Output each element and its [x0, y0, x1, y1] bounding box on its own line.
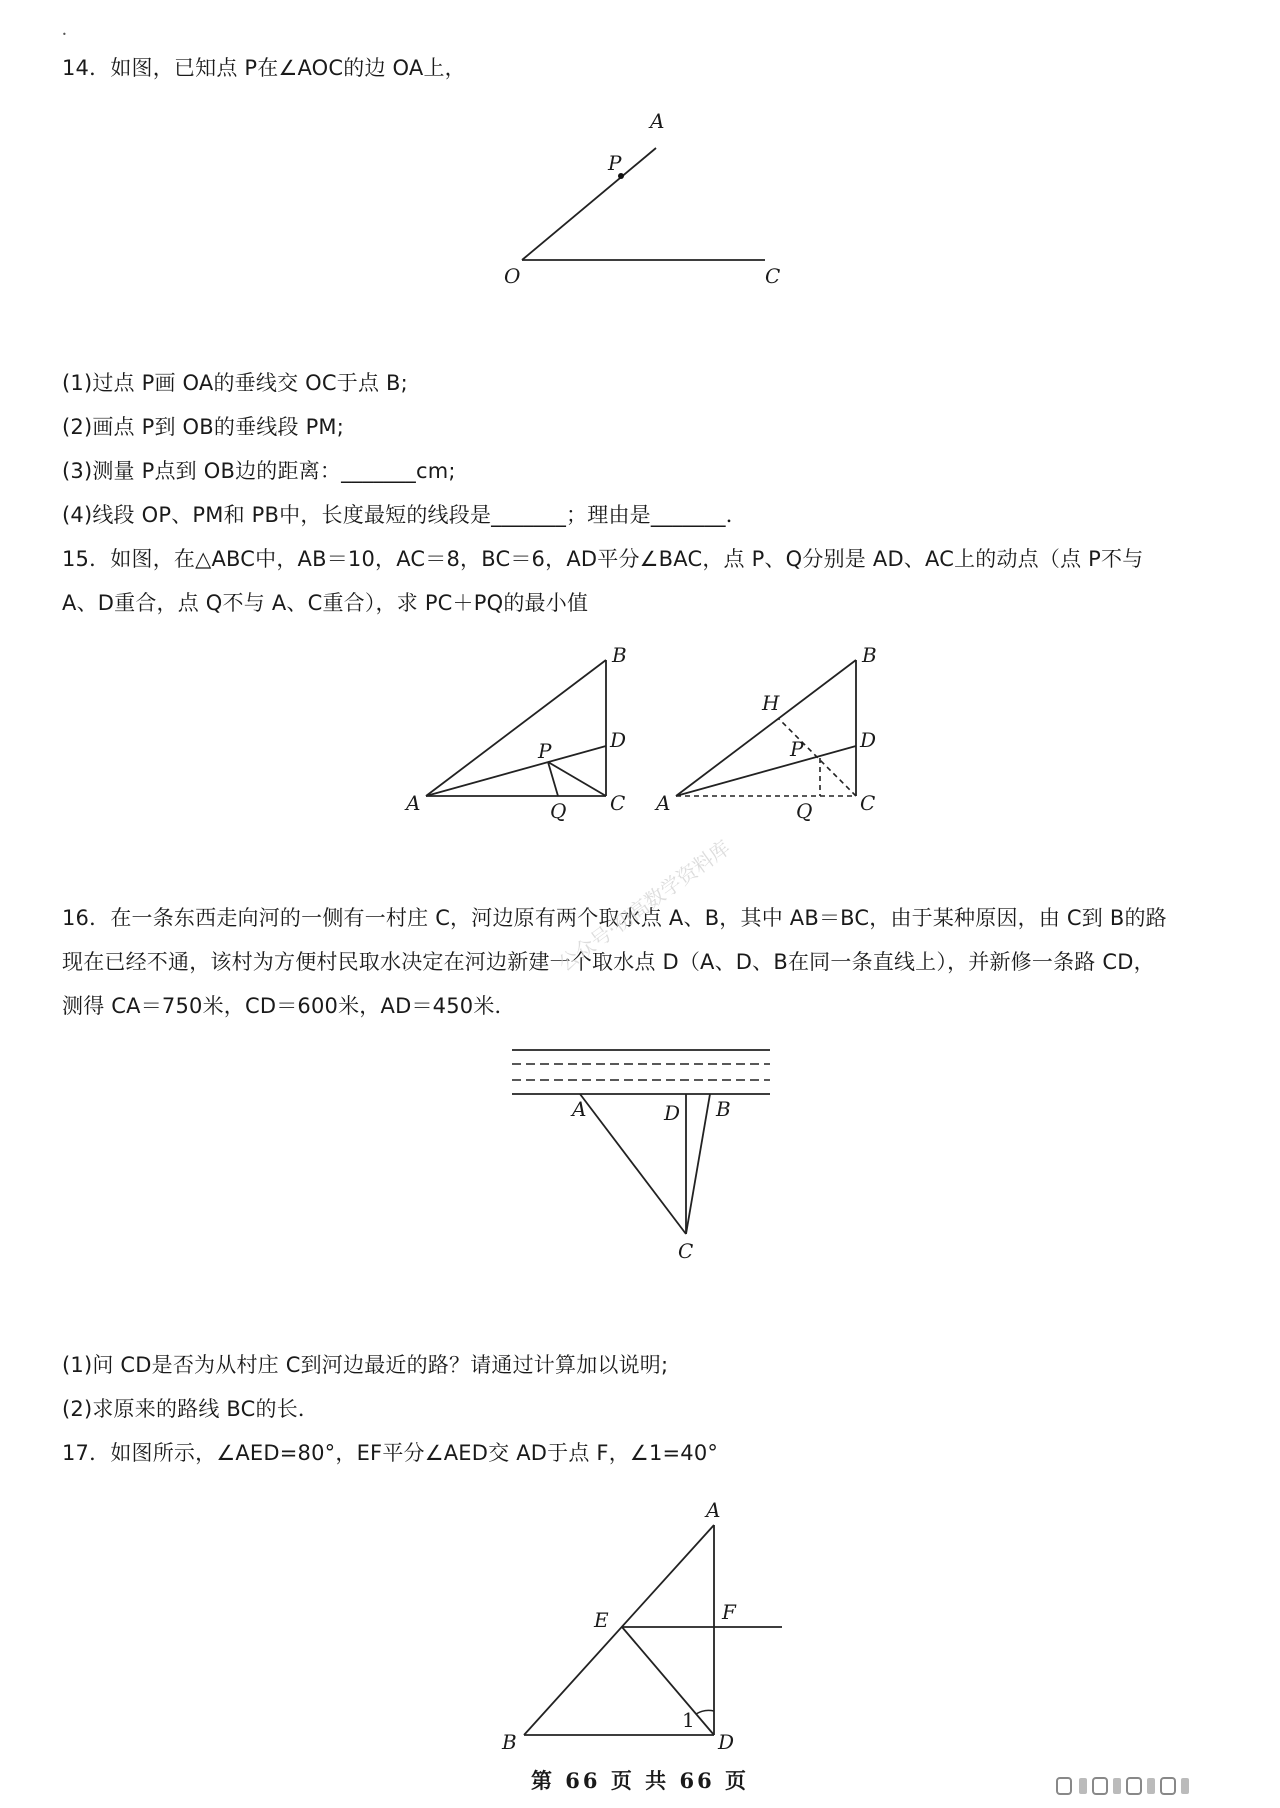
q15r-label-q: Q: [796, 799, 813, 823]
q17-figure: [490, 1495, 800, 1765]
page-footer: 第 66 页 共 66 页: [530, 1768, 749, 1793]
q17-stem: 17．如图所示，∠AED=80°，EF平分∠AED交 AD于点 F，∠1=40°: [62, 1441, 719, 1465]
q16-label-c: C: [678, 1239, 694, 1263]
q16-stem-2: 现在已经不通，该村为方便村民取水决定在河边新建一个取水点 D（A、D、B在同一条直线上），并新修一条路 CD，: [62, 950, 1155, 974]
q14-part4: (4)线段 OP、PM和 PB中，长度最短的线段是_______；理由是_______．: [62, 503, 747, 527]
q16-road-cb: [686, 1094, 710, 1234]
q14-label-a: A: [650, 109, 665, 133]
q14-label-p: P: [608, 151, 622, 175]
q16-label-d: D: [664, 1101, 681, 1125]
corner-dot: •: [62, 30, 67, 39]
q15r-bisector-ad: [676, 746, 856, 796]
q17-angle-1-arc: [696, 1710, 714, 1714]
q15l-side-ab: [426, 660, 606, 796]
q15r-side-ab: [676, 660, 856, 796]
q14-ray-oa: [522, 148, 656, 260]
q15r-label-b: B: [862, 643, 877, 667]
watermark: 公众号·初高数学资料库: [553, 835, 735, 977]
q16-label-b: B: [716, 1097, 731, 1121]
q15-figure-right: [650, 640, 890, 823]
q16-stem-1: 16．在一条东西走向河的一侧有一村庄 C，河边原有两个取水点 A、B，其中 AB＝BC，由于某种原因，由 C到 B的路: [62, 906, 1167, 930]
app-logo-icon: [1055, 1772, 1255, 1800]
q14-part1: (1)过点 P画 OA的垂线交 OC于点 B;: [62, 371, 408, 395]
q15l-label-d: D: [610, 728, 627, 752]
q16-figure: [500, 1040, 790, 1263]
q15l-label-c: C: [610, 791, 626, 815]
q14-part3: (3)测量 P点到 OB边的距离：_______cm;: [62, 459, 456, 483]
q14-figure: [500, 108, 800, 298]
q15l-label-p: P: [538, 739, 552, 763]
q15r-label-c: C: [860, 791, 876, 815]
q15r-label-a: A: [656, 791, 671, 815]
q16-part1: (1)问 CD是否为从村庄 C到河边最近的路？请通过计算加以说明;: [62, 1353, 669, 1377]
q17-label-a: A: [706, 1498, 721, 1522]
q14-part2: (2)画点 P到 OB的垂线段 PM;: [62, 415, 345, 439]
q15-stem-2: A、D重合，点 Q不与 A、C重合），求 PC＋PQ的最小值: [62, 591, 589, 615]
q16-part2: (2)求原来的路线 BC的长．: [62, 1397, 320, 1421]
q15-stem-1: 15．如图，在△ABC中，AB＝10，AC＝8，BC＝6，AD平分∠BAC，点 P、Q分别是 AD、AC上的动点（点 P不与: [62, 547, 1144, 571]
q15l-label-b: B: [612, 643, 627, 667]
q15-figure-left: [400, 640, 640, 823]
q17-line-ab: [524, 1525, 714, 1735]
q15l-label-a: A: [406, 791, 421, 815]
q15l-label-q: Q: [550, 799, 567, 823]
q15r-label-h: H: [762, 691, 780, 715]
q15l-bisector-ad: [426, 746, 606, 796]
q15r-label-p: P: [790, 737, 804, 761]
q17-label-f: F: [722, 1600, 736, 1624]
q17-label-angle-1: 1: [682, 1708, 695, 1732]
q17-label-b: B: [502, 1730, 517, 1754]
q17-line-ed: [622, 1627, 714, 1735]
q16-label-a: A: [572, 1097, 587, 1121]
q14-label-c: C: [765, 264, 781, 288]
q17-label-d: D: [718, 1730, 735, 1754]
q16-stem-3: 测得 CA＝750米，CD＝600米，AD＝450米．: [62, 994, 516, 1018]
q17-label-e: E: [594, 1608, 609, 1632]
q14-stem: 14．如图，已知点 P在∠AOC的边 OA上，: [62, 56, 466, 80]
q14-label-o: O: [504, 264, 521, 288]
q15r-label-d: D: [860, 728, 877, 752]
